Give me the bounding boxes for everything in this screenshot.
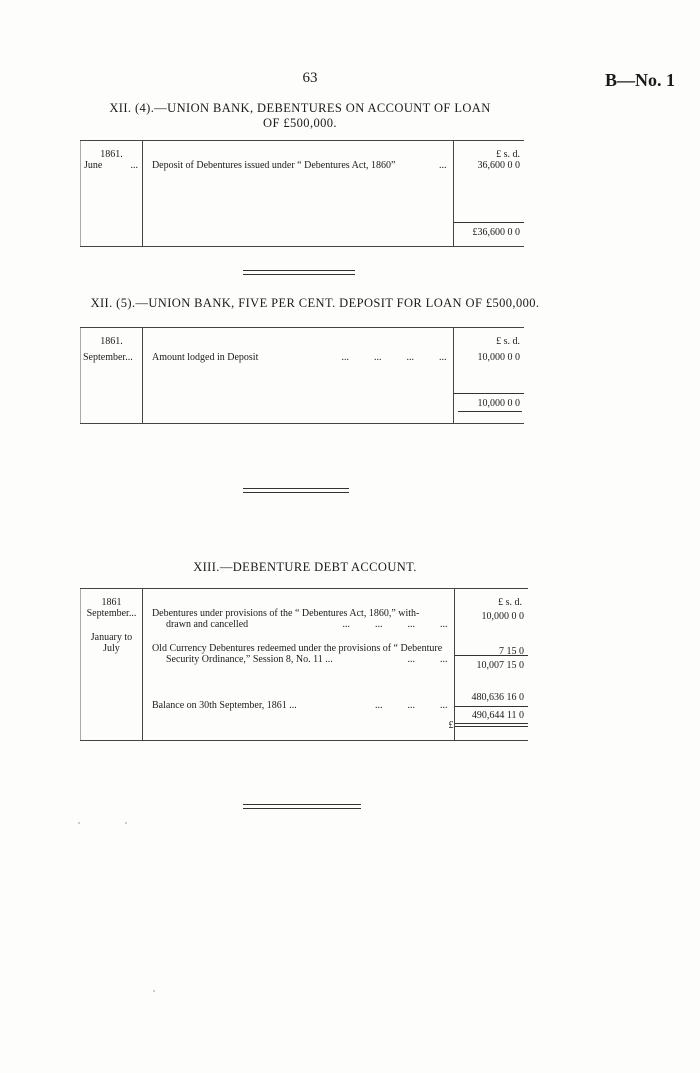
section3-column-header: £ s. d. (498, 597, 522, 608)
section1-total: £36,600 0 0 (472, 227, 520, 238)
section3-description-cell (142, 589, 454, 741)
section2-amount-cell (453, 328, 524, 424)
section3-entry2-date-end: July (103, 643, 120, 654)
scan-speck (78, 822, 80, 824)
section3-entry2-amount: 7 15 0 (499, 646, 524, 657)
section2-column-header: £ s. d. (496, 336, 520, 347)
section2-description-dots: ... ... ... ... (341, 352, 447, 363)
section1-column-header: £ s. d. (496, 149, 520, 160)
section3-total-symbol: £ (448, 720, 454, 731)
section1-title-continued: OF £500,000. (263, 116, 337, 130)
section3-ledger (80, 588, 528, 741)
section1-description-dots: ... (439, 160, 447, 171)
section3-balance-label: Balance on 30th September, 1861 ... (151, 700, 297, 711)
section3-entry1-description: Debentures under provisions of the “ Debentures Act, 1860,” with- (151, 608, 420, 619)
section3-entry1-date-month: September... (86, 608, 137, 619)
divider-rule (243, 804, 361, 809)
section3-subtotal: 10,007 15 0 (476, 660, 524, 671)
section3-entry1-description-cont: drawn and cancelled (165, 619, 249, 630)
section1-amount: 36,600 0 0 (477, 160, 520, 171)
section2-title: XII. (5).—UNION BANK, FIVE PER CENT. DEPOSIT FOR LOAN OF £500,000. (90, 296, 540, 310)
section3-entry2-date-range: January to (90, 632, 133, 643)
divider-rule (243, 270, 355, 275)
divider-rule (243, 488, 349, 493)
section3-entry2-description: Old Currency Debentures redeemed under the provisions of “ Debenture (151, 643, 443, 654)
section2-date-cell (81, 328, 143, 424)
scan-speck (125, 822, 127, 824)
section1-description: Deposit of Debentures issued under “ Debentures Act, 1860” (151, 160, 396, 171)
section1-year: 1861. (100, 149, 123, 160)
section2-amount: 10,000 0 0 (477, 352, 520, 363)
series-reference: B—No. 1 (604, 70, 675, 90)
section3-entry2-description-cont: Security Ordinance,” Session 8, No. 11 ... (165, 654, 333, 665)
section1-amount-cell (453, 141, 524, 247)
section3-balance-dots: ... ... ... (375, 700, 448, 711)
section1-description-cell (142, 141, 453, 247)
section2-description-cell (142, 328, 453, 424)
section3-balance-amount: 480,636 16 0 (471, 692, 524, 703)
scan-speck (153, 990, 155, 992)
section2-total: 10,000 0 0 (477, 398, 520, 409)
section3-total: 490,644 11 0 (471, 710, 524, 721)
page-number: 63 (302, 70, 318, 86)
section2-description: Amount lodged in Deposit (151, 352, 259, 363)
section1-title: XII. (4).—UNION BANK, DEBENTURES ON ACCOUNT OF LOAN (109, 101, 491, 115)
section1-month-dots: ... (130, 160, 138, 171)
section2-year: 1861. (100, 336, 123, 347)
section3-entry2-dots: ... ... (407, 654, 448, 665)
section3-title: XIII.—DEBENTURE DEBT ACCOUNT. (193, 560, 417, 574)
section3-amount-cell (454, 589, 528, 741)
section3-entry1-date-year: 1861 (101, 597, 122, 608)
section3-entry1-amount: 10,000 0 0 (481, 611, 524, 622)
section3-date-cell (81, 589, 143, 741)
section1-date-cell (81, 141, 143, 247)
section3-entry1-dots: ... ... ... ... (342, 619, 448, 630)
section2-ledger (80, 327, 524, 424)
section1-ledger (80, 140, 524, 247)
section2-month: September... (83, 352, 133, 363)
section1-month: June (84, 160, 103, 171)
